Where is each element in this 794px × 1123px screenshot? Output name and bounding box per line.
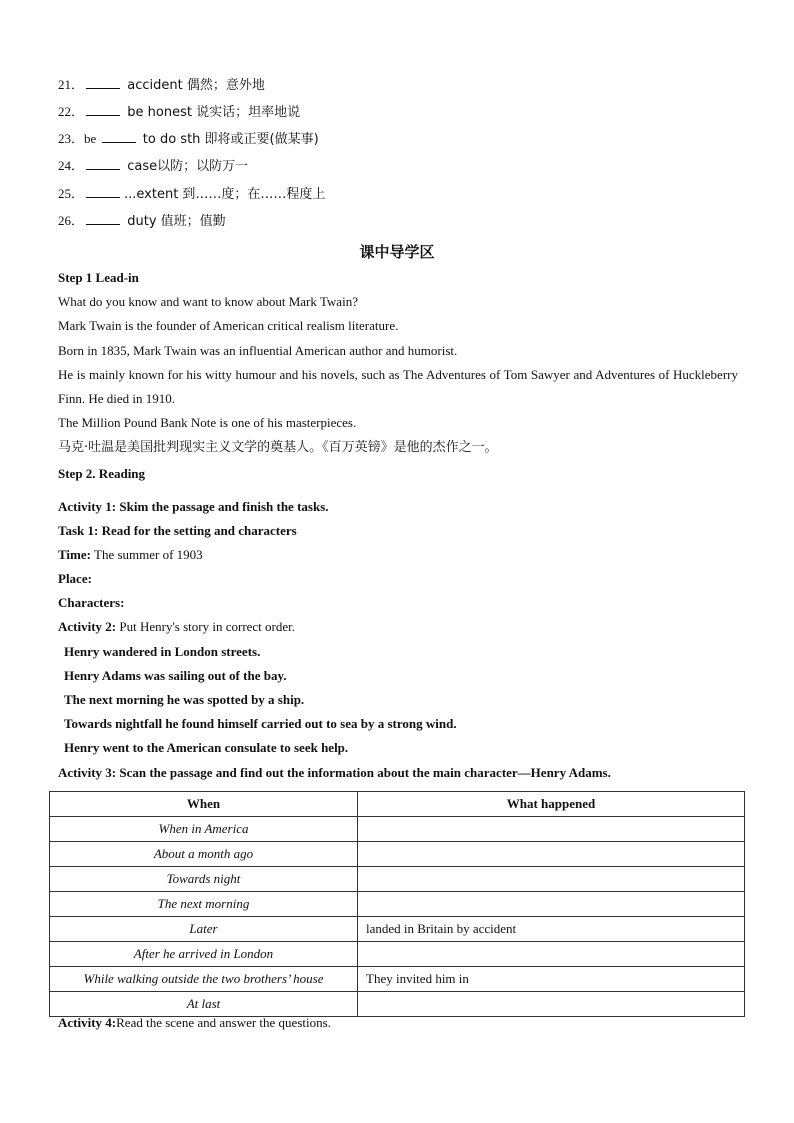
when-cell: The next morning bbox=[50, 892, 358, 917]
vocab-item bbox=[58, 104, 300, 121]
vocab-text: ...extent 到……度；在……程度上 bbox=[124, 187, 326, 202]
column-header-when: When bbox=[50, 792, 358, 817]
answer-blank[interactable] bbox=[86, 104, 120, 116]
place-label: Place: bbox=[58, 571, 92, 586]
answer-blank[interactable] bbox=[86, 186, 120, 198]
vocab-text: accident 偶然；意外地 bbox=[127, 78, 265, 93]
order-item: Henry went to the American consulate to seek help. bbox=[64, 740, 349, 755]
vocab-item bbox=[58, 77, 265, 94]
activity1-heading: Activity 1: Skim the passage and finish the tasks. bbox=[58, 499, 329, 514]
table-row bbox=[50, 892, 745, 917]
table-row bbox=[50, 867, 745, 892]
table-row bbox=[50, 817, 745, 842]
vocab-number: 21． bbox=[58, 77, 85, 92]
vocab-text: to do sth 即将或正要(做某事) bbox=[142, 132, 319, 147]
what-happened-cell[interactable]: landed in Britain by accident bbox=[358, 917, 745, 942]
when-cell: About a month ago bbox=[50, 842, 358, 867]
when-cell: While walking outside the two brothers’ house bbox=[50, 967, 358, 992]
activity3-heading: Activity 3: Scan the passage and find out the information about the main character—Henry Adams. bbox=[58, 765, 611, 780]
section-title: 课中导学区 bbox=[359, 243, 435, 261]
column-header-what-happened: What happened bbox=[358, 792, 745, 817]
step1-heading: Step 1 Lead-in bbox=[58, 270, 139, 285]
table-row bbox=[50, 917, 745, 942]
what-happened-cell[interactable]: They invited him in bbox=[358, 967, 745, 992]
activity2-text: Put Henry's story in correct order. bbox=[119, 619, 296, 634]
what-happened-cell[interactable] bbox=[358, 867, 745, 892]
vocab-number: 26． bbox=[58, 213, 85, 228]
vocab-item bbox=[58, 213, 226, 230]
vocab-item bbox=[58, 131, 319, 148]
what-happened-cell[interactable] bbox=[358, 992, 745, 1017]
vocab-number: 24． bbox=[58, 158, 85, 173]
what-happened-cell[interactable] bbox=[358, 942, 745, 967]
when-cell: When in America bbox=[50, 817, 358, 842]
step1-line: What do you know and want to know about Mark Twain? bbox=[58, 294, 358, 309]
vocab-item bbox=[58, 186, 325, 203]
when-cell: After he arrived in London bbox=[50, 942, 358, 967]
table-header-row bbox=[50, 792, 745, 817]
activity4-row bbox=[58, 1015, 331, 1031]
activity4-text: Read the scene and answer the questions. bbox=[116, 1015, 331, 1030]
vocab-number: 23． bbox=[58, 131, 85, 146]
order-item: Henry Adams was sailing out of the bay. bbox=[64, 668, 287, 683]
vocab-text: duty 值班；值勤 bbox=[127, 214, 226, 229]
step1-paragraph: He is mainly known for his witty humour and his novels, such as The Adventures of Tom Sawyer and Adventures of Huckleberry Finn. He died in 1910. bbox=[58, 367, 738, 406]
answer-blank[interactable] bbox=[86, 213, 120, 225]
what-happened-cell[interactable] bbox=[358, 842, 745, 867]
table-row bbox=[50, 992, 745, 1017]
order-item: The next morning he was spotted by a ship. bbox=[64, 692, 305, 707]
what-happened-cell[interactable] bbox=[358, 892, 745, 917]
order-item: Henry wandered in London streets. bbox=[64, 644, 261, 659]
step1-line: Born in 1835, Mark Twain was an influential American author and humorist. bbox=[58, 343, 458, 358]
when-cell: Later bbox=[50, 917, 358, 942]
activity2-row bbox=[58, 619, 295, 635]
answer-blank[interactable] bbox=[86, 77, 120, 89]
vocab-number: 22． bbox=[58, 104, 85, 119]
order-item: Towards nightfall he found himself carried out to sea by a strong wind. bbox=[64, 716, 457, 731]
when-cell: At last bbox=[50, 992, 358, 1017]
vocab-text: case以防；以防万一 bbox=[127, 159, 249, 174]
step1-line: Mark Twain is the founder of American critical realism literature. bbox=[58, 318, 399, 333]
when-cell: Towards night bbox=[50, 867, 358, 892]
answer-blank[interactable] bbox=[86, 158, 120, 170]
step1-chinese-summary: 马克·吐温是美国批判现实主义文学的奠基人。《百万英镑》是他的杰作之一。 bbox=[58, 440, 498, 455]
step2-heading: Step 2. Reading bbox=[58, 466, 146, 481]
time-value: The summer of 1903 bbox=[94, 547, 203, 562]
what-happened-cell[interactable] bbox=[358, 817, 745, 842]
vocab-item bbox=[58, 158, 248, 175]
characters-label: Characters: bbox=[58, 595, 125, 610]
task1-heading: Task 1: Read for the setting and characters bbox=[58, 523, 297, 538]
vocab-number: 25． bbox=[58, 186, 85, 201]
vocab-prefix: be bbox=[84, 131, 97, 146]
activity4-label: Activity 4: bbox=[58, 1015, 117, 1030]
answer-blank[interactable] bbox=[102, 131, 136, 143]
activity2-label: Activity 2: bbox=[58, 619, 117, 634]
time-row bbox=[58, 547, 203, 563]
henry-adams-table bbox=[49, 791, 745, 1017]
table-row bbox=[50, 842, 745, 867]
time-label: Time: bbox=[58, 547, 91, 562]
table-row bbox=[50, 967, 745, 992]
step1-line: The Million Pound Bank Note is one of his masterpieces. bbox=[58, 415, 357, 430]
table-row bbox=[50, 942, 745, 967]
vocab-text: be honest 说实话；坦率地说 bbox=[127, 105, 301, 120]
